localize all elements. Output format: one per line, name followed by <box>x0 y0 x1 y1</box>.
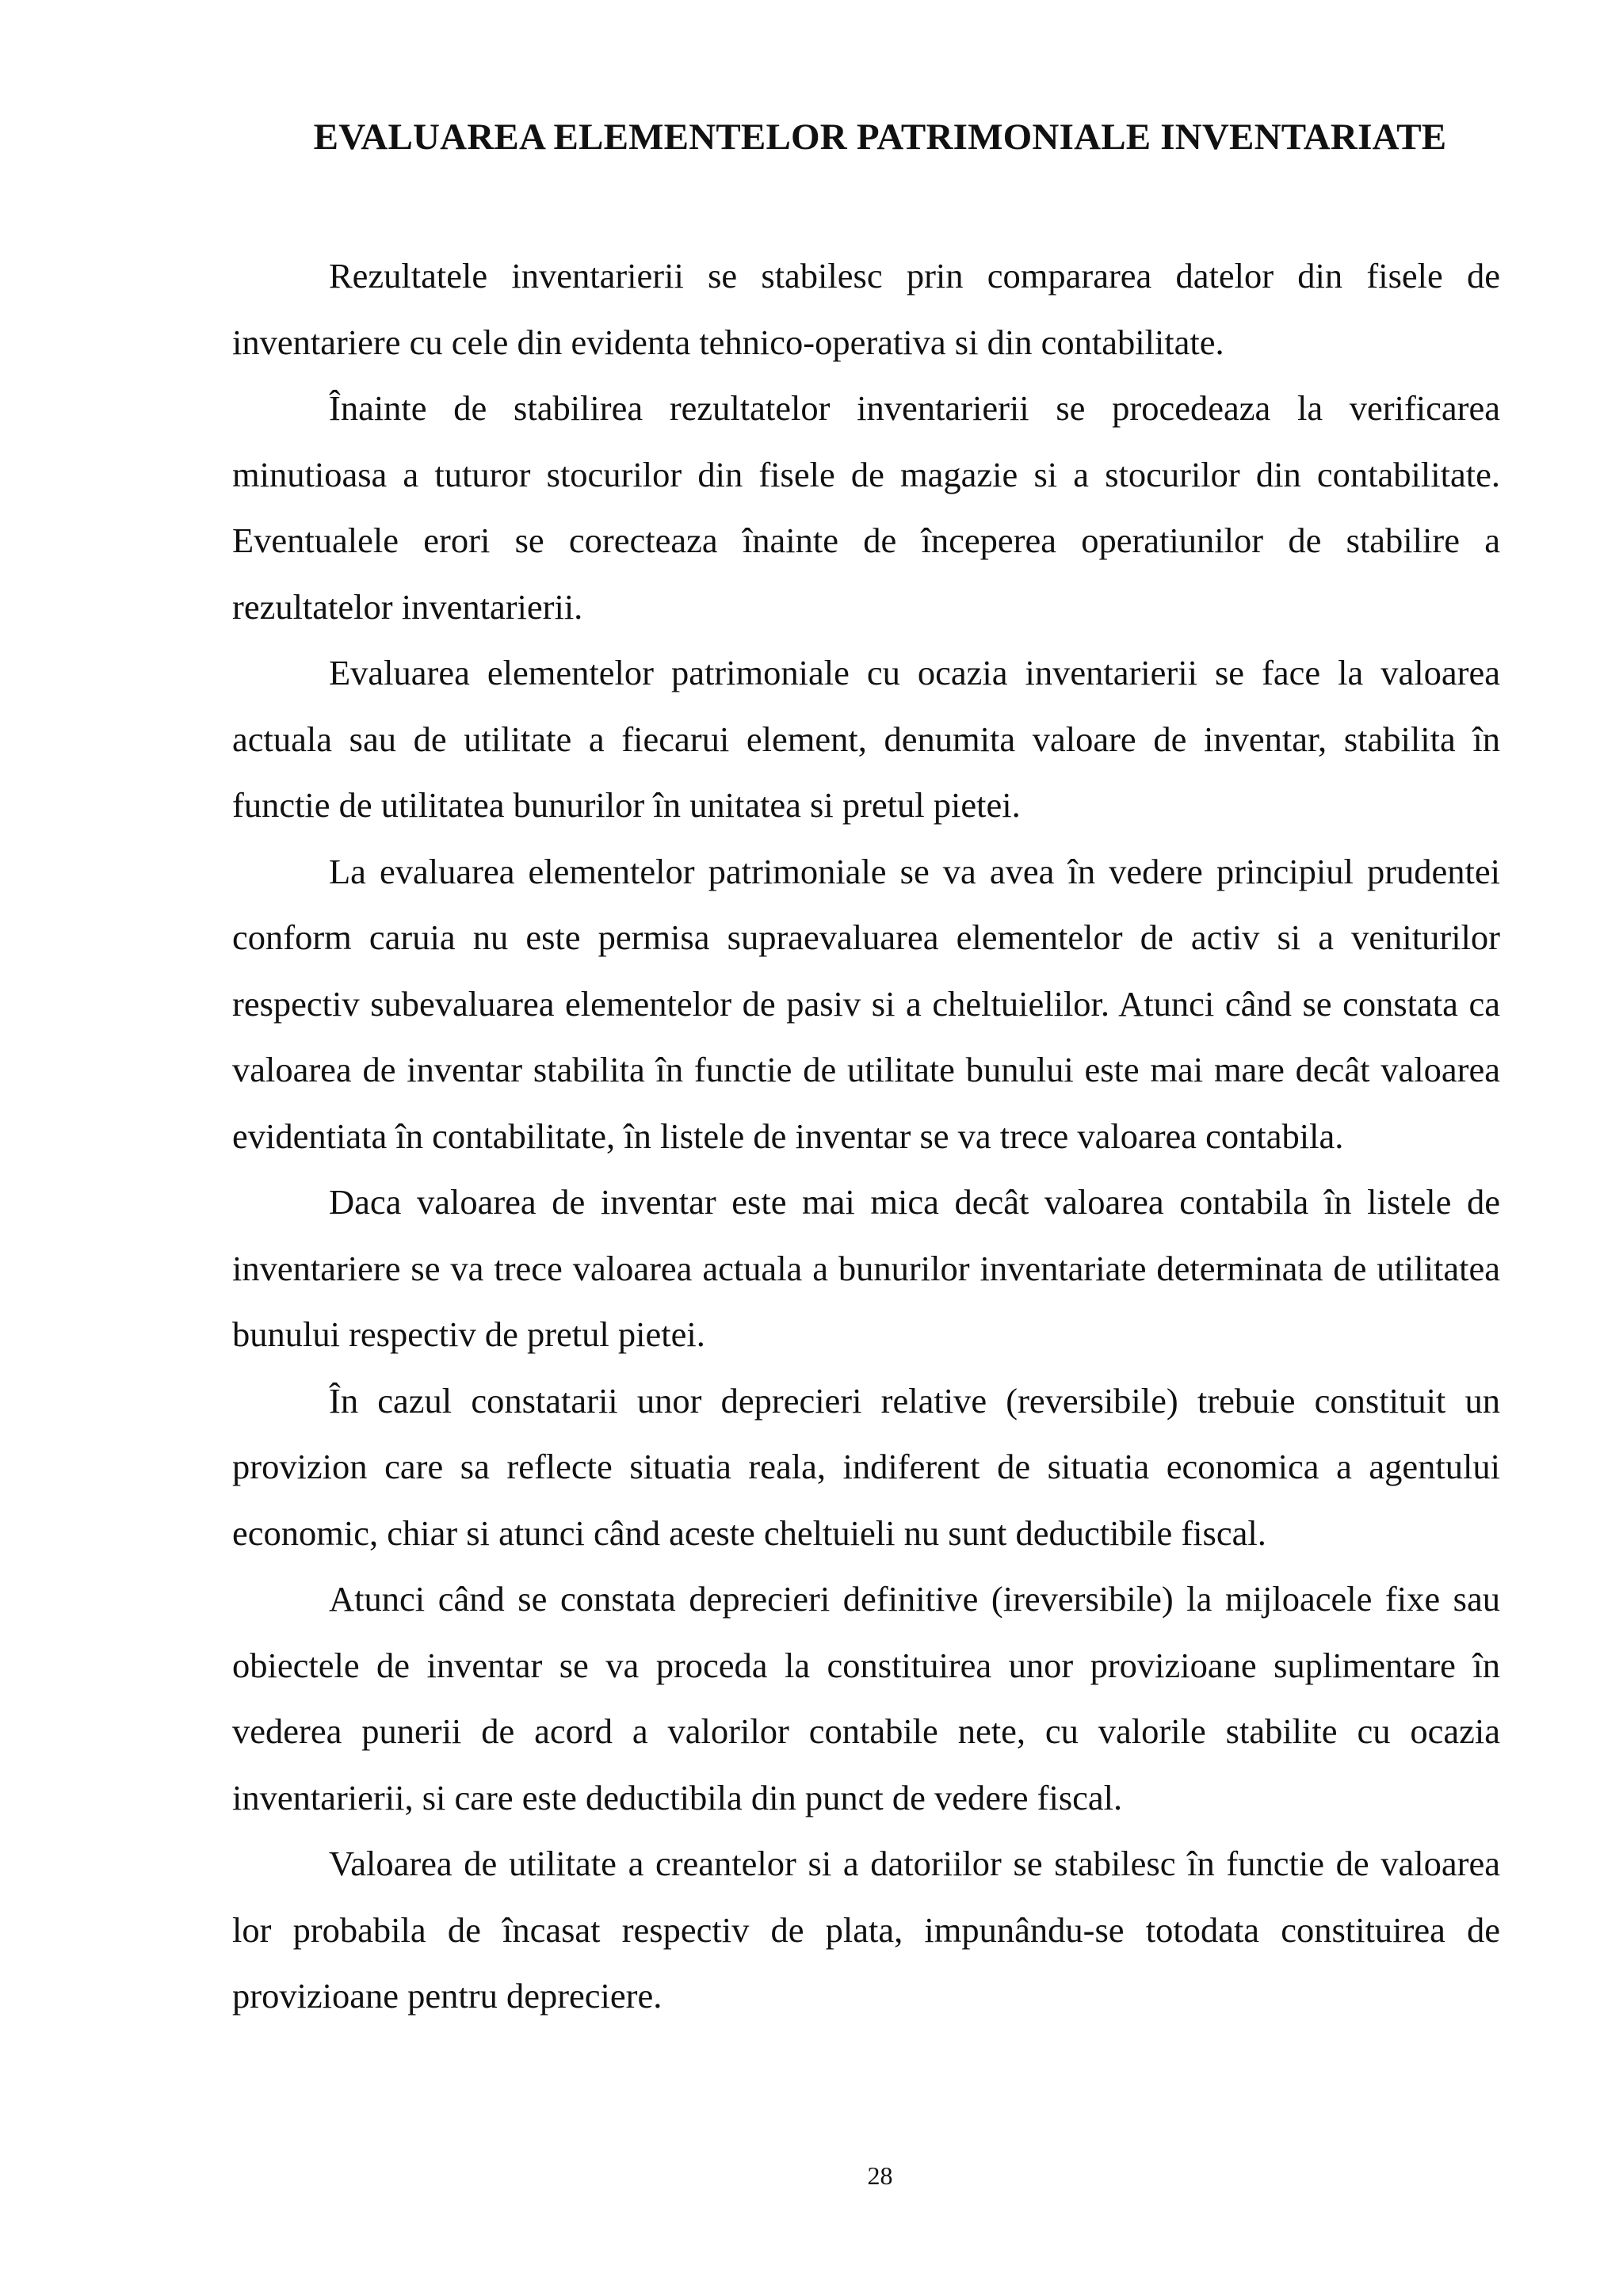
paragraph-4: La evaluarea elementelor patrimoniale se va avea în vedere principiul prudentei conform caruia nu este permisa supraevaluarea elementelor de activ si a veniturilor respectiv subevaluarea elementelor de pasiv si a cheltuielilor. Atunci când se constata ca valoarea de inventar stabilita în functie de utilitate bunului este mai mare decât valoarea evidentiata în contabilitate, în listele de inventar se va trece valoarea contabila. <box>232 851 1500 1156</box>
page-title: EVALUAREA ELEMENTELOR PATRIMONIALE INVENTARIATE <box>313 116 1447 158</box>
paragraph-7: Atunci când se constata deprecieri definitive (ireversibile) la mijloacele fixe sau obiectele de inventar se va proceda la constituirea unor provizioane suplimentare în vederea punerii de acord a valorilor contabile nete, cu valorile stabilite cu ocazia inventarierii, si care este deductibila din punct de vedere fiscal. <box>232 1579 1500 1817</box>
body-text <box>232 243 1500 2030</box>
paragraph-5: Daca valoarea de inventar este mai mica decât valoarea contabila în listele de inventariere se va trece valoarea actuala a bunurilor inventariate determinata de utilitatea bunului respectiv de pretul pietei. <box>232 1182 1500 1354</box>
paragraph-8: Valoarea de utilitate a creantelor si a datoriilor se stabilesc în functie de valoarea lor probabila de încasat respectiv de plata, impunându-se totodata constituirea de provizioane pentru depreciere. <box>232 1844 1500 2016</box>
paragraph-3: Evaluarea elementelor patrimoniale cu ocazia inventarierii se face la valoarea actuala sau de utilitate a fiecarui element, denumita valoare de inventar, stabilita în functie de utilitatea bunurilor în unitatea si pretul pietei. <box>232 653 1500 825</box>
page-number: 28 <box>867 2161 893 2190</box>
paragraph-6: În cazul constatarii unor deprecieri relative (reversibile) trebuie constituit un provizion care sa reflecte situatia reala, indiferent de situatia economica a agentului economic, chiar si atunci când aceste cheltuieli nu sunt deductibile fiscal. <box>232 1380 1500 1553</box>
paragraph-2: Înainte de stabilirea rezultatelor inventarierii se procedeaza la verificarea minutioasa a tuturor stocurilor din fisele de magazie si a stocurilor din contabilitate. Eventualele erori se corecteaza înainte de începerea operatiunilor de stabilire a rezultatelor inventarierii. <box>232 388 1500 627</box>
paragraph-1: Rezultatele inventarierii se stabilesc prin compararea datelor din fisele de inventariere cu cele din evidenta tehnico-operativa si din contabilitate. <box>232 256 1500 362</box>
